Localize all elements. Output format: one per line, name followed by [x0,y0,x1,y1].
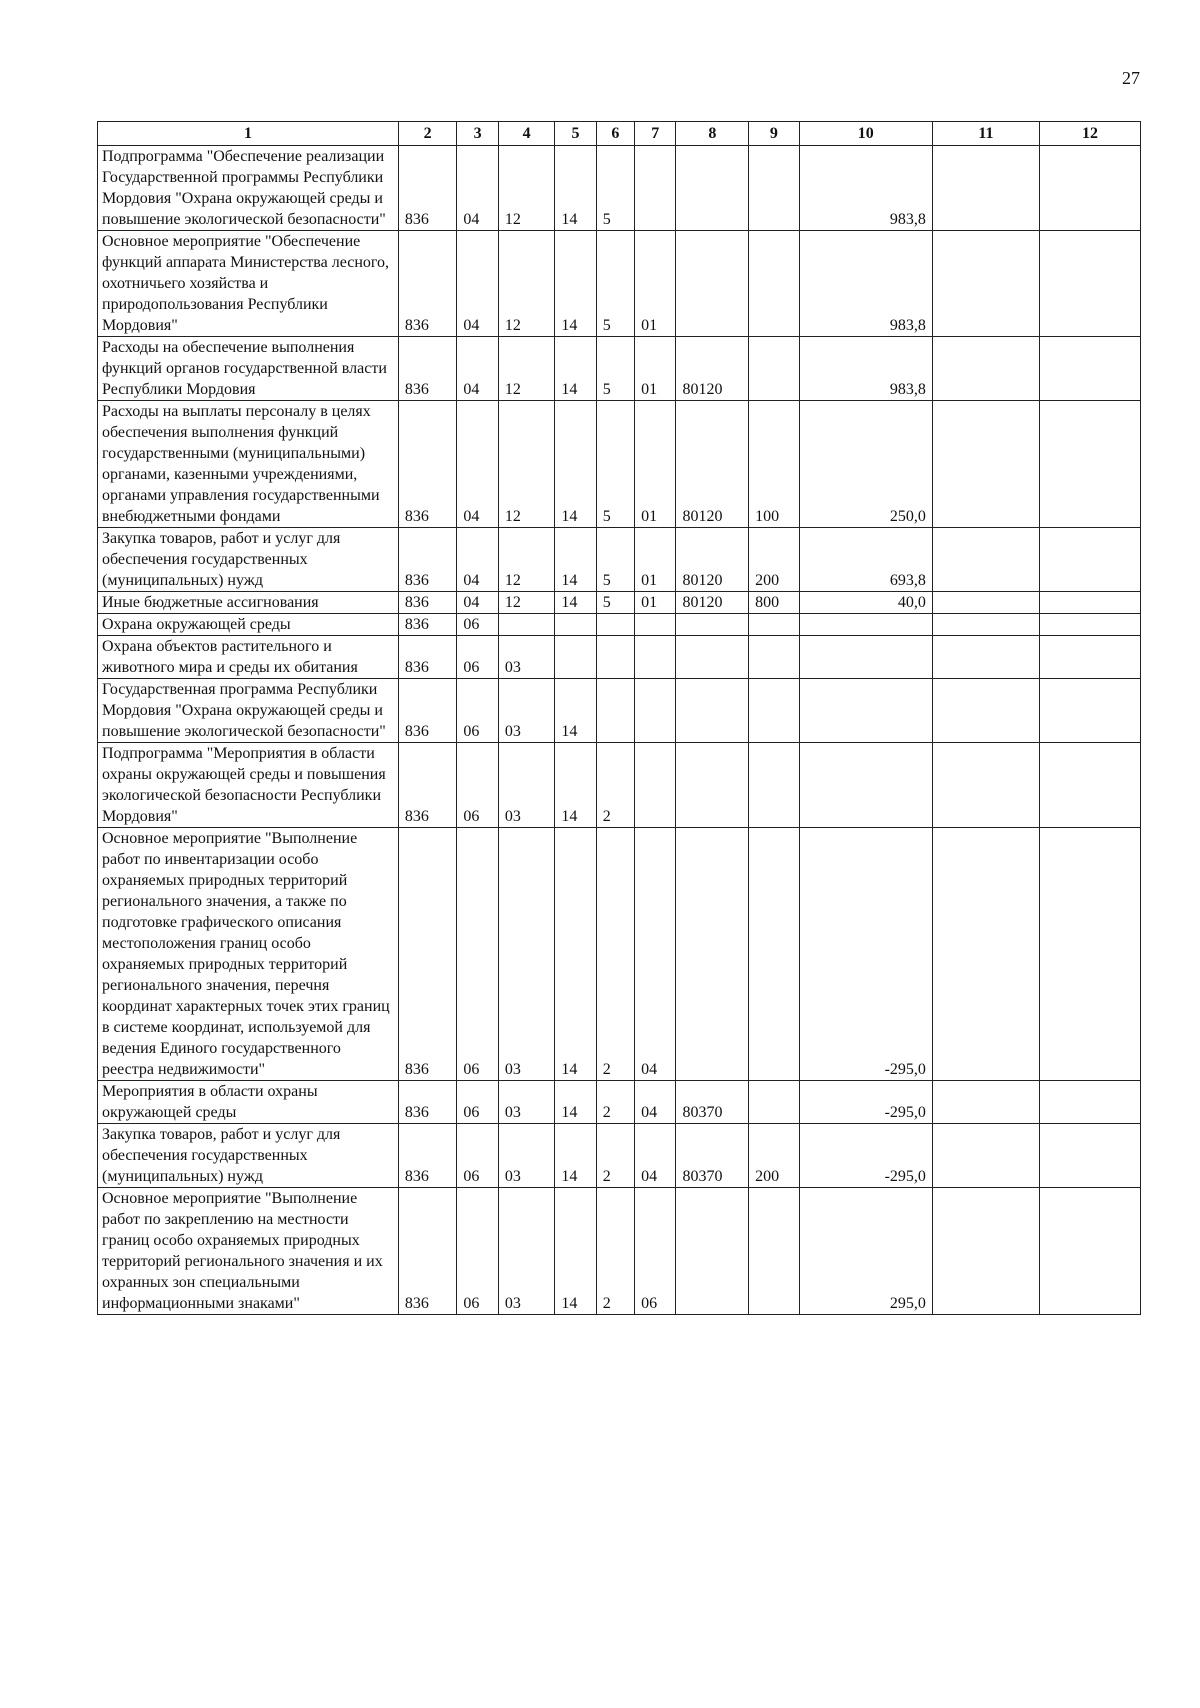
subprogram-cell: 2 [596,1188,634,1315]
row-name-cell: Расходы на обеспечение выполнения функций органов государственной власти Республики Мордовия [98,337,399,401]
column-11-cell [932,1188,1039,1315]
column-12-cell [1039,1188,1140,1315]
section-cell: 04 [457,146,498,231]
column-11-cell [932,1081,1039,1124]
column-11-cell [932,337,1039,401]
table-row [98,636,1141,679]
row-name-cell: Подпрограмма "Обеспечение реализации Государственной программы Республики Мордовия "Охрана окружающей среды и повышение экологической безопасности" [98,146,399,231]
direction-cell [676,231,749,337]
ministry-code-cell: 836 [398,337,457,401]
column-11-cell [932,528,1039,592]
column-12-cell [1039,679,1140,743]
column-header-7: 7 [635,122,676,146]
expense-type-cell [749,743,799,828]
table-body [98,146,1141,1315]
table-row [98,828,1141,1081]
subprogram-cell: 2 [596,1124,634,1188]
section-cell: 06 [457,614,498,636]
column-11-cell [932,828,1039,1081]
subsection-cell: 03 [498,1081,555,1124]
table-row [98,401,1141,528]
column-11-cell [932,592,1039,614]
ministry-code-cell: 836 [398,146,457,231]
program-cell: 14 [555,528,596,592]
expense-type-cell [749,636,799,679]
expense-type-cell [749,679,799,743]
section-cell: 04 [457,401,498,528]
subprogram-cell: 2 [596,743,634,828]
column-header-1: 1 [98,122,399,146]
direction-cell: 80370 [676,1124,749,1188]
subsection-cell: 12 [498,401,555,528]
ministry-code-cell: 836 [398,1081,457,1124]
row-name-cell: Основное мероприятие "Обеспечение функций аппарата Министерства лесного, охотничьего хозяйства и природопользования Республики Мордовия" [98,231,399,337]
column-11-cell [932,401,1039,528]
amount-cell [799,614,932,636]
amount-cell: 40,0 [799,592,932,614]
column-12-cell [1039,636,1140,679]
amount-cell [799,679,932,743]
activity-cell: 01 [635,401,676,528]
expense-type-cell [749,828,799,1081]
column-12-cell [1039,1081,1140,1124]
column-header-12: 12 [1039,122,1140,146]
ministry-code-cell: 836 [398,592,457,614]
subsection-cell: 03 [498,1124,555,1188]
program-cell: 14 [555,1081,596,1124]
row-name-cell: Закупка товаров, работ и услуг для обеспечения государственных (муниципальных) нужд [98,528,399,592]
direction-cell [676,679,749,743]
amount-cell [799,636,932,679]
column-12-cell [1039,146,1140,231]
subsection-cell: 03 [498,1188,555,1315]
section-cell: 06 [457,679,498,743]
ministry-code-cell: 836 [398,528,457,592]
row-name-cell: Расходы на выплаты персоналу в целях обеспечения выполнения функций государственными (муниципальными) органами, казенными учреждениями, органами управления государственными внебюджетными фондами [98,401,399,528]
amount-cell: 983,8 [799,337,932,401]
budget-table [97,121,1141,1315]
column-11-cell [932,743,1039,828]
column-12-cell [1039,337,1140,401]
activity-cell: 01 [635,337,676,401]
column-header-6: 6 [596,122,634,146]
expense-type-cell [749,614,799,636]
table-row [98,1081,1141,1124]
ministry-code-cell: 836 [398,743,457,828]
activity-cell [635,743,676,828]
row-name-cell: Закупка товаров, работ и услуг для обеспечения государственных (муниципальных) нужд [98,1124,399,1188]
table-row [98,1188,1141,1315]
subprogram-cell: 5 [596,337,634,401]
ministry-code-cell: 836 [398,828,457,1081]
column-12-cell [1039,401,1140,528]
table-row [98,679,1141,743]
subsection-cell [498,614,555,636]
subsection-cell: 03 [498,679,555,743]
amount-cell: 983,8 [799,231,932,337]
expense-type-cell: 100 [749,401,799,528]
section-cell: 06 [457,1188,498,1315]
ministry-code-cell: 836 [398,679,457,743]
program-cell: 14 [555,828,596,1081]
direction-cell [676,636,749,679]
column-header-5: 5 [555,122,596,146]
ministry-code-cell: 836 [398,614,457,636]
program-cell: 14 [555,231,596,337]
program-cell: 14 [555,743,596,828]
column-header-10: 10 [799,122,932,146]
column-11-cell [932,679,1039,743]
section-cell: 04 [457,337,498,401]
direction-cell: 80120 [676,592,749,614]
table-row [98,528,1141,592]
subprogram-cell: 5 [596,528,634,592]
section-cell: 06 [457,828,498,1081]
column-12-cell [1039,743,1140,828]
expense-type-cell [749,1188,799,1315]
row-name-cell: Основное мероприятие "Выполнение работ по закреплению на местности границ особо охраняемых природных территорий регионального значения и их охранных зон специальными информационными знаками" [98,1188,399,1315]
direction-cell: 80120 [676,337,749,401]
program-cell [555,636,596,679]
direction-cell [676,743,749,828]
amount-cell: -295,0 [799,828,932,1081]
subprogram-cell: 5 [596,401,634,528]
activity-cell [635,679,676,743]
column-header-11: 11 [932,122,1039,146]
direction-cell: 80120 [676,401,749,528]
subsection-cell: 12 [498,231,555,337]
subsection-cell: 03 [498,743,555,828]
subprogram-cell: 5 [596,592,634,614]
row-name-cell: Охрана окружающей среды [98,614,399,636]
expense-type-cell [749,231,799,337]
amount-cell: 693,8 [799,528,932,592]
program-cell: 14 [555,146,596,231]
amount-cell: -295,0 [799,1081,932,1124]
row-name-cell: Мероприятия в области охраны окружающей среды [98,1081,399,1124]
subprogram-cell [596,679,634,743]
activity-cell: 01 [635,231,676,337]
amount-cell [799,743,932,828]
subsection-cell: 03 [498,828,555,1081]
section-cell: 06 [457,636,498,679]
section-cell: 04 [457,528,498,592]
section-cell: 06 [457,1081,498,1124]
expense-type-cell [749,146,799,231]
amount-cell: -295,0 [799,1124,932,1188]
table-header-row [98,122,1141,146]
activity-cell [635,636,676,679]
amount-cell: 250,0 [799,401,932,528]
column-12-cell [1039,592,1140,614]
expense-type-cell: 200 [749,1124,799,1188]
table-row [98,743,1141,828]
column-12-cell [1039,828,1140,1081]
column-12-cell [1039,1124,1140,1188]
column-12-cell [1039,528,1140,592]
subprogram-cell: 2 [596,828,634,1081]
column-header-9: 9 [749,122,799,146]
direction-cell [676,614,749,636]
activity-cell: 06 [635,1188,676,1315]
row-name-cell: Иные бюджетные ассигнования [98,592,399,614]
direction-cell [676,146,749,231]
column-11-cell [932,636,1039,679]
subprogram-cell: 5 [596,231,634,337]
subprogram-cell [596,614,634,636]
table-row [98,614,1141,636]
page-number: 27 [1122,68,1140,88]
amount-cell: 983,8 [799,146,932,231]
ministry-code-cell: 836 [398,636,457,679]
activity-cell [635,146,676,231]
activity-cell: 04 [635,1081,676,1124]
column-header-3: 3 [457,122,498,146]
program-cell: 14 [555,401,596,528]
column-11-cell [932,1124,1039,1188]
section-cell: 04 [457,592,498,614]
ministry-code-cell: 836 [398,231,457,337]
row-name-cell: Основное мероприятие "Выполнение работ по инвентаризации особо охраняемых природных территорий регионального значения, а также по подготовке графического описания местоположения границ особо охраняемых природных территорий регионального значения, перечня координат характерных точек этих границ в системе координат, используемой для ведения Единого государственного реестра недвижимости" [98,828,399,1081]
table-row [98,146,1141,231]
table-row [98,1124,1141,1188]
ministry-code-cell: 836 [398,1188,457,1315]
program-cell: 14 [555,337,596,401]
expense-type-cell [749,1081,799,1124]
row-name-cell: Охрана объектов растительного и животного мира и среды их обитания [98,636,399,679]
direction-cell: 80370 [676,1081,749,1124]
activity-cell [635,614,676,636]
table-row [98,231,1141,337]
expense-type-cell [749,337,799,401]
column-12-cell [1039,231,1140,337]
subprogram-cell: 2 [596,1081,634,1124]
expense-type-cell: 800 [749,592,799,614]
amount-cell: 295,0 [799,1188,932,1315]
program-cell: 14 [555,1188,596,1315]
table-row [98,592,1141,614]
table-row [98,337,1141,401]
section-cell: 06 [457,743,498,828]
direction-cell [676,828,749,1081]
column-header-4: 4 [498,122,555,146]
subsection-cell: 12 [498,146,555,231]
subprogram-cell [596,636,634,679]
column-11-cell [932,231,1039,337]
expense-type-cell: 200 [749,528,799,592]
activity-cell: 04 [635,828,676,1081]
column-header-8: 8 [676,122,749,146]
ministry-code-cell: 836 [398,401,457,528]
program-cell: 14 [555,592,596,614]
section-cell: 04 [457,231,498,337]
activity-cell: 01 [635,592,676,614]
direction-cell [676,1188,749,1315]
ministry-code-cell: 836 [398,1124,457,1188]
program-cell: 14 [555,679,596,743]
column-11-cell [932,614,1039,636]
subsection-cell: 12 [498,528,555,592]
subsection-cell: 12 [498,337,555,401]
program-cell: 14 [555,1124,596,1188]
activity-cell: 04 [635,1124,676,1188]
program-cell [555,614,596,636]
section-cell: 06 [457,1124,498,1188]
column-header-2: 2 [398,122,457,146]
row-name-cell: Государственная программа Республики Мордовия "Охрана окружающей среды и повышение экологической безопасности" [98,679,399,743]
column-11-cell [932,146,1039,231]
subsection-cell: 03 [498,636,555,679]
subprogram-cell: 5 [596,146,634,231]
direction-cell: 80120 [676,528,749,592]
subsection-cell: 12 [498,592,555,614]
column-12-cell [1039,614,1140,636]
row-name-cell: Подпрограмма "Мероприятия в области охраны окружающей среды и повышения экологической безопасности Республики Мордовия" [98,743,399,828]
activity-cell: 01 [635,528,676,592]
